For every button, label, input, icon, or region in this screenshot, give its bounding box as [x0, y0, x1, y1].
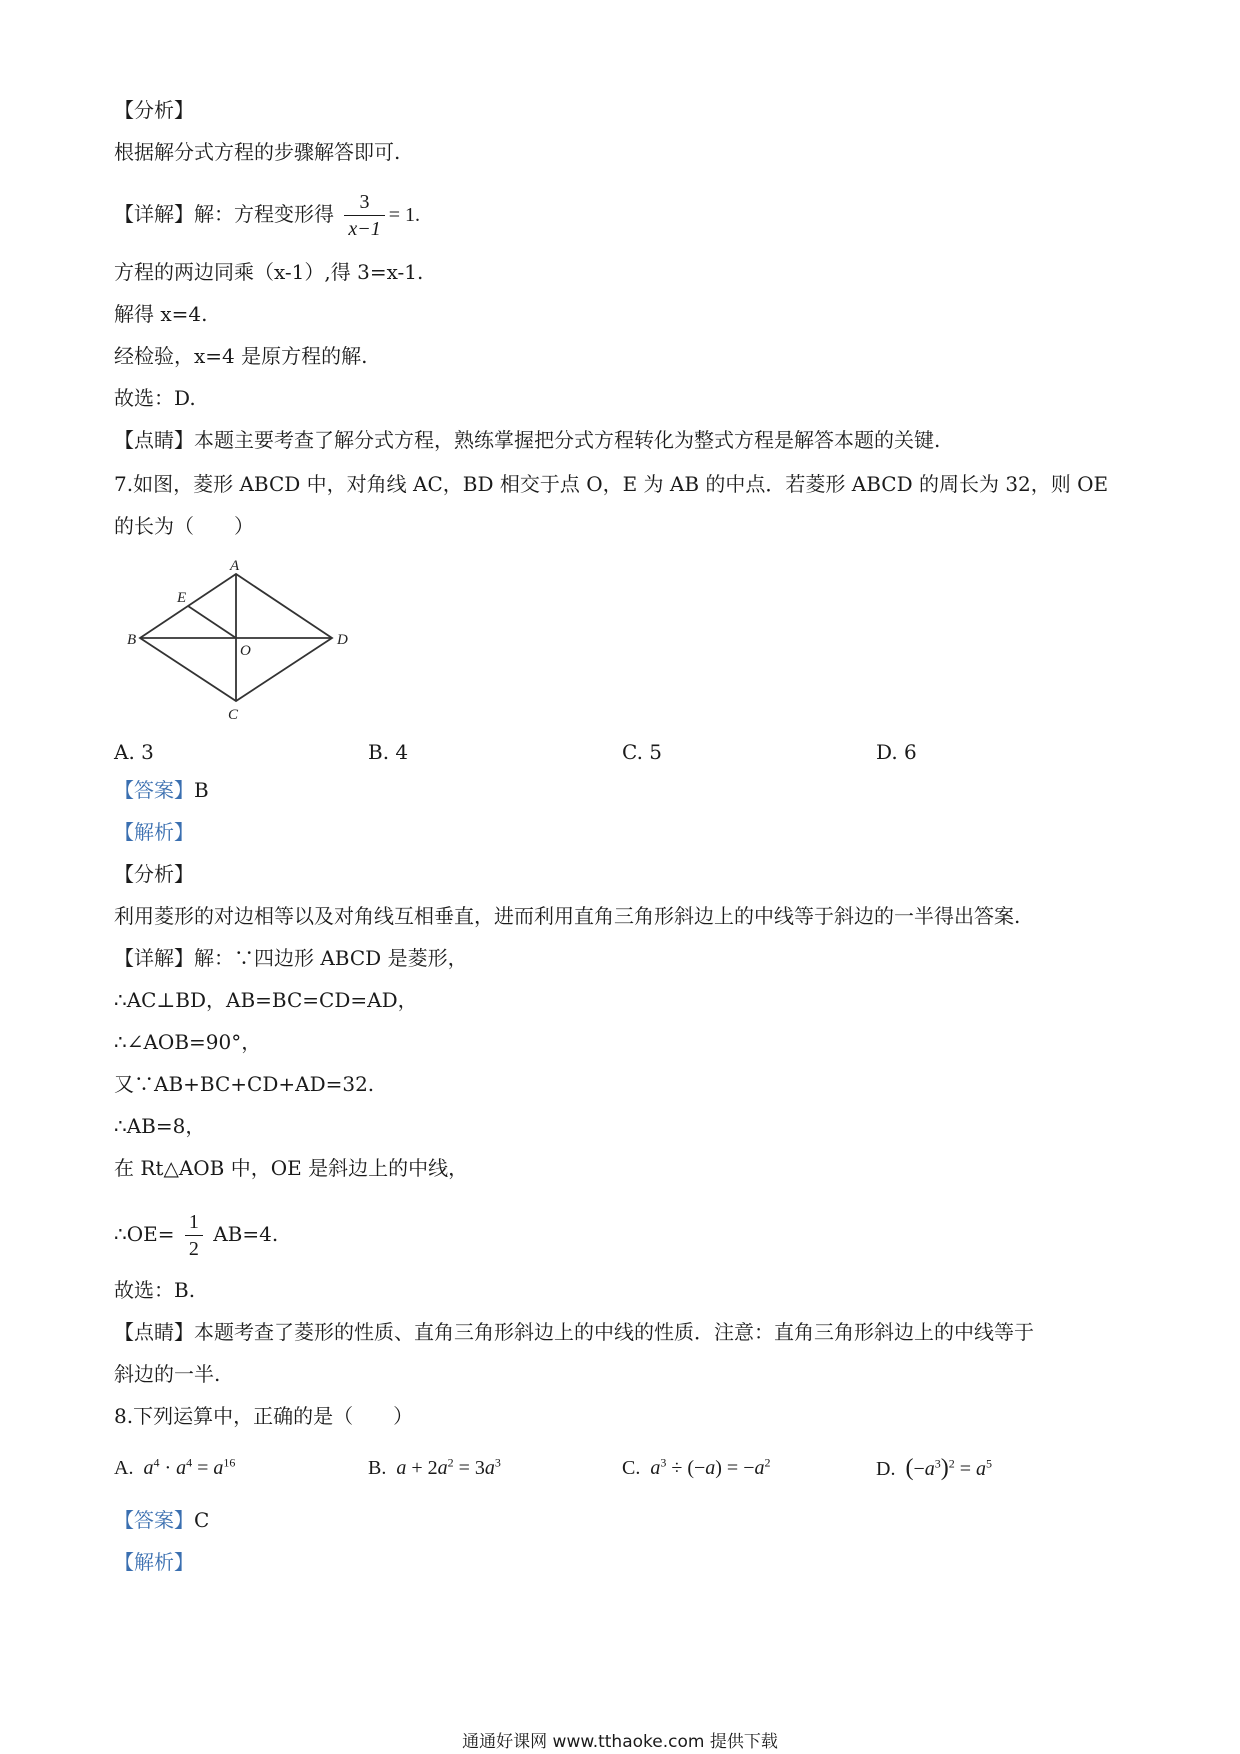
- label-a: A: [230, 560, 240, 574]
- comment-line: 【点睛】本题主要考查了解分式方程，熟练掌握把分式方程转化为整式方程是解答本题的关键.: [114, 428, 941, 452]
- label-o: O: [240, 643, 251, 659]
- q7-analysis-text: 利用菱形的对边相等以及对角线互相垂直，进而利用直角三角形斜边上的中线等于斜边的一半得出答案.: [114, 904, 1021, 928]
- detail-tag: 【详解】: [114, 202, 194, 226]
- rhombus-figure: [124, 560, 364, 720]
- footer-text: 通通好课网 www.tthaoke.com 提供下载: [462, 1732, 778, 1752]
- step-line: 经检验，x=4 是原方程的解.: [114, 344, 368, 368]
- q8-explain-tag: 【解析】: [114, 1550, 194, 1574]
- q7-oe-line: ∴OE= $\frac{1}{2}$ AB=4.: [114, 1211, 279, 1260]
- q7-option-c: C. 5: [622, 740, 663, 764]
- analysis-text: 根据解分式方程的步骤解答即可.: [114, 140, 401, 164]
- choice-line: 故选：D.: [114, 386, 196, 410]
- half-fraction: $\frac{1}{2}$: [185, 1212, 203, 1259]
- q8-option-d: D. $(-a^3)^2 = a^5$: [876, 1455, 993, 1481]
- q7-step: ∴AC⊥BD，AB=BC=CD=AD，: [114, 988, 418, 1012]
- step-line: 方程的两边同乘（x-1）,得 3=x-1.: [114, 260, 424, 284]
- q7-step: ∴∠AOB=90°，: [114, 1030, 262, 1054]
- fraction-tail: = 1.: [388, 204, 421, 226]
- q8-answer: 【答案】C: [114, 1508, 210, 1532]
- q7-option-a: A. 3: [114, 740, 154, 764]
- q7-analysis-tag: 【分析】: [114, 862, 194, 886]
- q7-comment-line1: 【点睛】本题考查了菱形的性质、直角三角形斜边上的中线的性质．注意：直角三角形斜边上的中线等于: [114, 1320, 1034, 1344]
- q7-comment-line2: 斜边的一半.: [114, 1362, 221, 1386]
- step-line: 解得 x=4.: [114, 302, 208, 326]
- detail-lead: 解：方程变形得: [194, 202, 334, 226]
- q7-stem-line1: 7.如图，菱形 ABCD 中，对角线 AC，BD 相交于点 O，E 为 AB 的中点．若菱形 ABCD 的周长为 32，则 OE: [114, 472, 1109, 496]
- q7-step: 在 Rt△AOB 中，OE 是斜边上的中线，: [114, 1156, 469, 1180]
- fraction: [344, 192, 384, 239]
- q7-option-b: B. 4: [368, 740, 409, 764]
- label-d: D: [337, 632, 348, 648]
- q7-step: 又∵AB+BC+CD+AD=32.: [114, 1072, 375, 1096]
- q7-explain-tag: 【解析】: [114, 820, 194, 844]
- q8-option-a: A. $a^4 \cdot a^4 = a^{16}$: [114, 1455, 236, 1479]
- fraction-denominator: x−1: [348, 218, 381, 240]
- q7-detail-line: 【详解】解：∵四边形 ABCD 是菱形，: [114, 946, 468, 970]
- q7-answer: 【答案】B: [114, 778, 209, 802]
- label-c: C: [228, 707, 239, 720]
- q7-choice: 故选：B.: [114, 1278, 196, 1302]
- label-b: B: [127, 632, 137, 648]
- q8-option-b: B. $a + 2a^2 = 3a^3$: [368, 1455, 501, 1479]
- label-e: E: [177, 590, 187, 606]
- q8-option-c: C. $a^3 \div (-a) = -a^2$: [622, 1455, 771, 1479]
- segment-oe: [188, 606, 236, 638]
- q7-step: ∴AB=8，: [114, 1114, 206, 1138]
- q7-option-d: D. 6: [876, 740, 917, 764]
- detail-line: [114, 192, 420, 239]
- q8-stem: 8.下列运算中，正确的是（ ）: [114, 1404, 414, 1428]
- analysis-heading: 【分析】: [114, 98, 194, 122]
- fraction-numerator: 3: [344, 192, 384, 216]
- q7-stem-line2: 的长为（ ）: [114, 514, 254, 538]
